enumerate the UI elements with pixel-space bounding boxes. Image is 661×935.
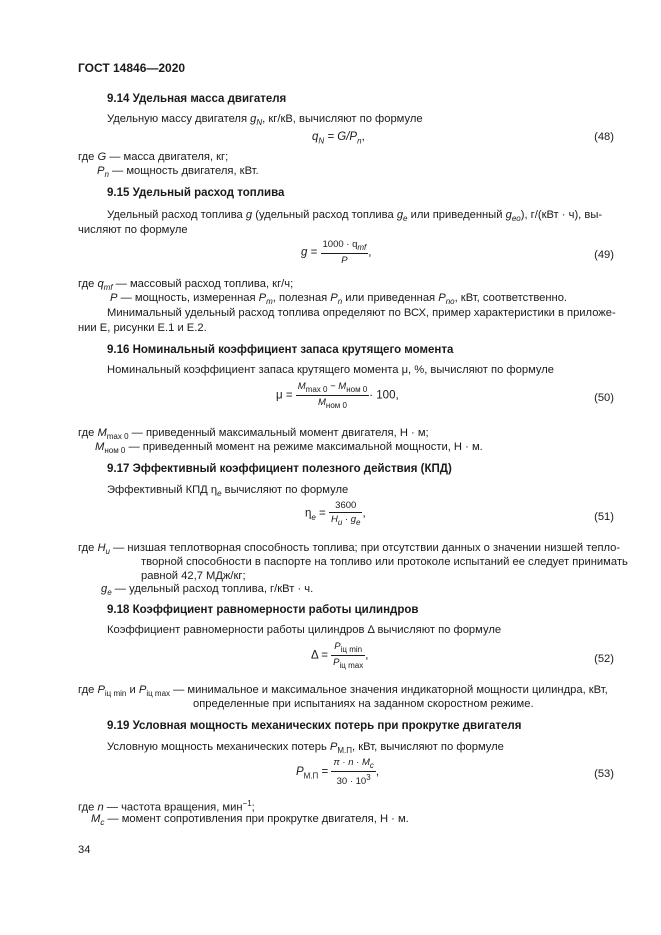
formula-50-number: (50) <box>594 392 614 404</box>
formula-49-number: (49) <box>594 249 614 261</box>
formula-52: Δ = $\frac{P_{iц min}}{P_{iц max}}$ , <box>311 641 369 670</box>
section-9-15-intro-cont: числяют по формуле <box>78 224 188 236</box>
section-9-19-heading: 9.19 Условная мощность механических потерь при прокрутке двигателя <box>107 720 522 732</box>
section-9-14-heading: 9.14 Удельная масса двигателя <box>107 93 287 105</box>
section-9-15-note-cont: нии Е, рисунки Е.1 и Е.2. <box>78 322 207 334</box>
section-9-17-heading: 9.17 Эффективный коэффициент полезного действия (КПД) <box>107 463 452 475</box>
document-header: ГОСТ 14846—2020 <box>78 61 186 75</box>
formula-48: $q_N = G/P_n$, <box>312 131 365 146</box>
where-qmf: где $q_{mf}$ — массовый расход топлива, кг/ч; <box>78 278 294 293</box>
formula-49: g = $\frac{1000 \cdot q_{mf}}{P}$ , <box>301 239 372 266</box>
where-mc: $M_c$ — момент сопротивления при прокрутке двигателя, Н · м. <box>91 813 409 828</box>
formula-50: μ = $\frac{M_{max 0} - M_{ном 0}}{M_{ном 0}}$ · 100, <box>276 381 399 410</box>
where-pn: $P_n$ — мощность двигателя, кВт. <box>97 165 259 180</box>
section-9-15-intro: Удельный расход топлива g (удельный расход топлива $g_e$ или приведенный $g_{eo}$), г/(кВт · ч), вы- <box>107 209 603 224</box>
where-hu-cont-2: равной 42,7 МДж/кг; <box>141 570 246 582</box>
section-9-14-intro: Удельную массу двигателя $g_N$, кг/кВ, вычисляют по формуле <box>107 113 423 128</box>
where-hu-cont-1: творной способности в паспорте на топливо или протоколе испытаний ее следует принимать <box>141 556 628 568</box>
formula-51-number: (51) <box>594 511 614 523</box>
formula-48-number: (48) <box>594 131 614 143</box>
where-picmin-picmax: где $P_{iц min}$ и $P_{iц max}$ — минимальное и максимальное значения индикаторной мощности цилиндра, кВт, <box>78 684 608 699</box>
page-number: 34 <box>78 844 91 856</box>
where-p: P — мощность, измеренная $P_m$, полезная $P_n$ или приведенная $P_{no}$, кВт, соответственно. <box>110 292 568 307</box>
where-picmin-cont: определенные при испытаниях на заданном скоростном режиме. <box>193 698 534 710</box>
where-mnom0: $M_{ном 0}$ — приведенный момент на режиме максимальной мощности, Н · м. <box>95 441 483 456</box>
where-n: где n — частота вращения, мин$^{-1}$; <box>78 799 255 814</box>
section-9-18-intro: Коэффициент равномерности работы цилиндров Δ вычисляют по формуле <box>107 624 502 636</box>
section-9-16-intro: Номинальный коэффициент запаса крутящего момента μ, %, вычисляют по формуле <box>107 364 554 376</box>
section-9-18-heading: 9.18 Коэффициент равномерности работы цилиндров <box>107 604 419 616</box>
section-9-17-intro: Эффективный КПД $\eta_e$ вычисляют по формуле <box>107 484 349 499</box>
section-9-19-intro: Условную мощность механических потерь $P_{М.П}$, кВт, вычисляют по формуле <box>107 741 504 756</box>
where-g: где G — масса двигателя, кг; <box>78 151 229 163</box>
formula-51: $\eta_e$ = $\frac{3600}{H_u \cdot g_e}$ , <box>305 500 366 527</box>
section-9-15-note: Минимальный удельный расход топлива определяют по ВСХ, пример характеристики в приложе- <box>107 307 616 319</box>
section-9-15-heading: 9.15 Удельный расход топлива <box>107 187 285 199</box>
formula-52-number: (52) <box>594 653 614 665</box>
where-mmax0: где $M_{max 0}$ — приведенный максимальный момент двигателя, Н · м; <box>78 427 429 442</box>
formula-53: $P_{М.П}$ = $\frac{\pi \cdot n \cdot M_c}{30 \cdot 10^3}$ , <box>296 757 380 788</box>
where-hu: где $H_u$ — низшая теплотворная способность топлива; при отсутствии данных о значении низшей тепло- <box>78 542 621 557</box>
where-ge: $g_e$ — удельный расход топлива, г/кВт · ч. <box>101 583 314 598</box>
formula-53-number: (53) <box>594 768 614 780</box>
section-9-16-heading: 9.16 Номинальный коэффициент запаса крутящего момента <box>107 344 454 356</box>
